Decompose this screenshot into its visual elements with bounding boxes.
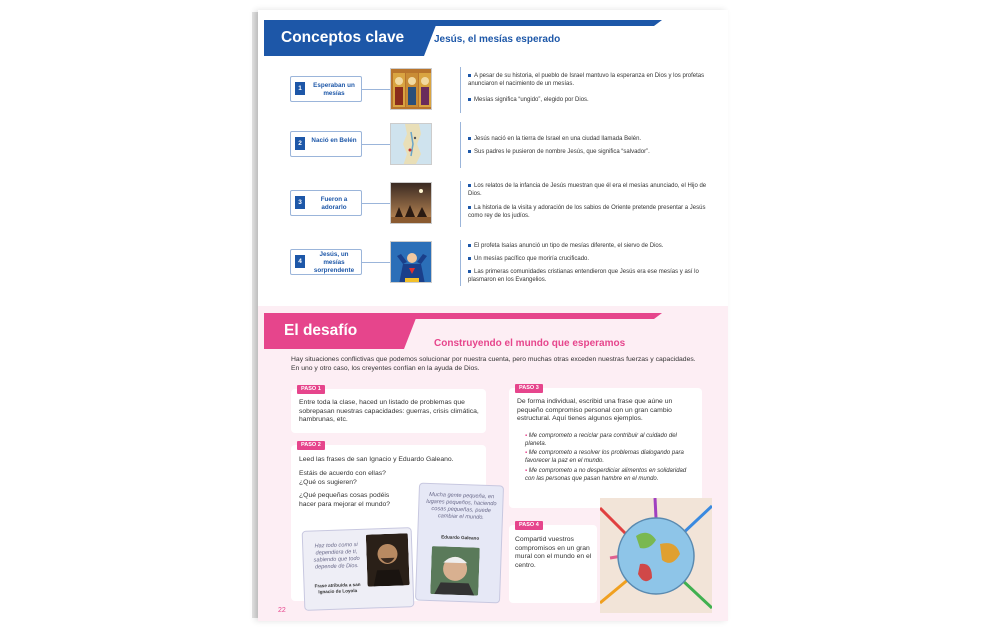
conceptos-header: [264, 20, 664, 56]
concept-label: Nació en Belén: [311, 137, 357, 144]
quote-card-ignacio: [302, 527, 415, 611]
paso-2-question-1: Estáis de acuerdo con ellas? ¿Qué os sugieren?: [299, 470, 386, 486]
concept-number: 1: [295, 82, 305, 95]
paso-4-text: Compartid vuestros compromisos en un gran mural con el mundo en el centro.: [515, 536, 592, 569]
quote-author: Eduardo Galeano: [441, 534, 480, 541]
desafio-header: [264, 313, 664, 349]
eduardo-galeano-photo-image: [430, 546, 480, 596]
quote-card-galeano: [415, 483, 504, 604]
connector-line: [362, 262, 390, 263]
paso-2-question-2: ¿Qué pequeñas cosas podéis hacer para mejorar el mundo?: [299, 492, 391, 508]
concept-row-2: [290, 123, 710, 167]
bullet-item: Mesías significa “ungido”, elegido por Dios.: [468, 96, 708, 104]
quote-text: Mucha gente pequeña, en lugares pequeños, haciendo cosas pequeñas, puede cambiar el mundo.: [426, 491, 497, 521]
paso-badge: PASO 3: [515, 384, 543, 393]
example-item: ▪ Me comprometo a resolver los problemas dialogando para favorecer la paz en el mundo.: [525, 450, 684, 464]
concept-row-4: [290, 241, 710, 285]
concept-box: [290, 76, 362, 102]
paso-badge: PASO 2: [297, 441, 325, 450]
wise-men-image: [390, 182, 432, 224]
page-number: 22: [278, 607, 286, 614]
quote-text: Haz todo como si dependiera de ti, sabiendo que todo depende de Dios.: [313, 541, 360, 571]
concept-row-3: [290, 182, 710, 226]
bullet-item: A pesar de su historia, el pueblo de Israel mantuvo la esperanza en Dios y los profetas anunciaron el nacimiento de un mesías.: [468, 73, 705, 87]
connector-line: [362, 89, 390, 90]
concept-number: 4: [295, 255, 305, 268]
bullet-item: El profeta Isaías anunció un tipo de mesías diferente, el siervo de Dios.: [468, 242, 708, 250]
concept-label: Esperaban un mesías: [313, 82, 355, 97]
bullet-item: La historia de la visita y adoración de los sabios de Oriente pretende presentar a Jesús como rey de los judíos.: [468, 205, 706, 219]
paso-3-text: De forma individual, escribid una frase que aúne un pequeño compromiso personal con un gran cambio estructural. Aquí tienes algunos ejemplos.: [517, 398, 673, 422]
concept-number: 2: [295, 137, 305, 150]
paso-4-card: [509, 522, 597, 603]
concept-box: [290, 131, 362, 157]
conceptos-bar: [424, 20, 654, 26]
concept-label: Jesús, un mesías sorprendente: [313, 251, 355, 274]
concept-box: [290, 190, 362, 216]
concept-box: [290, 249, 362, 275]
paso-1-text: Entre toda la clase, haced un listado de problemas que sobrepasan nuestras capacidades: guerras, crisis climática, hambrunas, etc.: [299, 399, 479, 423]
divider-line: [460, 67, 461, 113]
quote-author: Frase atribuida a san Ignacio de Loyola: [314, 581, 361, 595]
conceptos-title: Conceptos clave: [264, 20, 424, 56]
desafio-bar: [404, 313, 654, 319]
conceptos-subtitle: Jesús, el mesías esperado: [434, 34, 561, 45]
desafio-subtitle: Construyendo el mundo que esperamos: [434, 338, 626, 349]
world-mural-image: [600, 498, 712, 613]
bullet-item: Sus padres le pusieron de nombre Jesús, que significa “salvador”.: [468, 148, 708, 156]
superhero-image: [390, 241, 432, 283]
example-item: ▪ Me comprometo a reciclar para contribuir al cuidado del planeta.: [525, 433, 677, 447]
example-item: ▪ Me comprometo a no desperdiciar alimentos en solidaridad con las personas que pasan hambre en el mundo.: [525, 468, 687, 482]
divider-line: [460, 122, 461, 168]
paso-3-card: [509, 385, 702, 508]
bullet-item: Los relatos de la infancia de Jesús muestran que él era el mesías anunciado, el Hijo de Dios.: [468, 183, 707, 197]
bullet-item: Jesús nació en la tierra de Israel en una ciudad llamada Belén.: [468, 135, 708, 143]
bullet-item: Las primeras comunidades cristianas entendieron que Jesús era ese mesías y así lo plasmaron en los Evangelios.: [468, 269, 699, 283]
paso-badge: PASO 4: [515, 521, 543, 530]
desafio-title: El desafío: [264, 313, 404, 349]
connector-line: [362, 144, 390, 145]
israel-map-image: [390, 123, 432, 165]
san-ignacio-portrait-image: [366, 533, 410, 586]
concept-row-1: [290, 68, 710, 112]
concept-label: Fueron a adorarlo: [320, 196, 348, 211]
prophets-painting-image: [390, 68, 432, 110]
divider-line: [460, 181, 461, 227]
textbook-page: [258, 10, 728, 621]
desafio-intro: Hay situaciones conflictivas que podemos solucionar por nuestra cuenta, pero muchas otras exceden nuestras fuerzas y capacidades. En uno y otro caso, los creyentes confían en la ayuda de Dios.: [291, 356, 696, 372]
paso-badge: PASO 1: [297, 385, 325, 394]
divider-line: [460, 240, 461, 286]
paso-1-card: [291, 386, 486, 433]
bullet-item: Un mesías pacífico que moriría crucificado.: [468, 255, 708, 263]
connector-line: [362, 203, 390, 204]
paso-2-text: Leed las frases de san Ignacio y Eduardo Galeano.: [299, 456, 454, 463]
concept-number: 3: [295, 196, 305, 209]
